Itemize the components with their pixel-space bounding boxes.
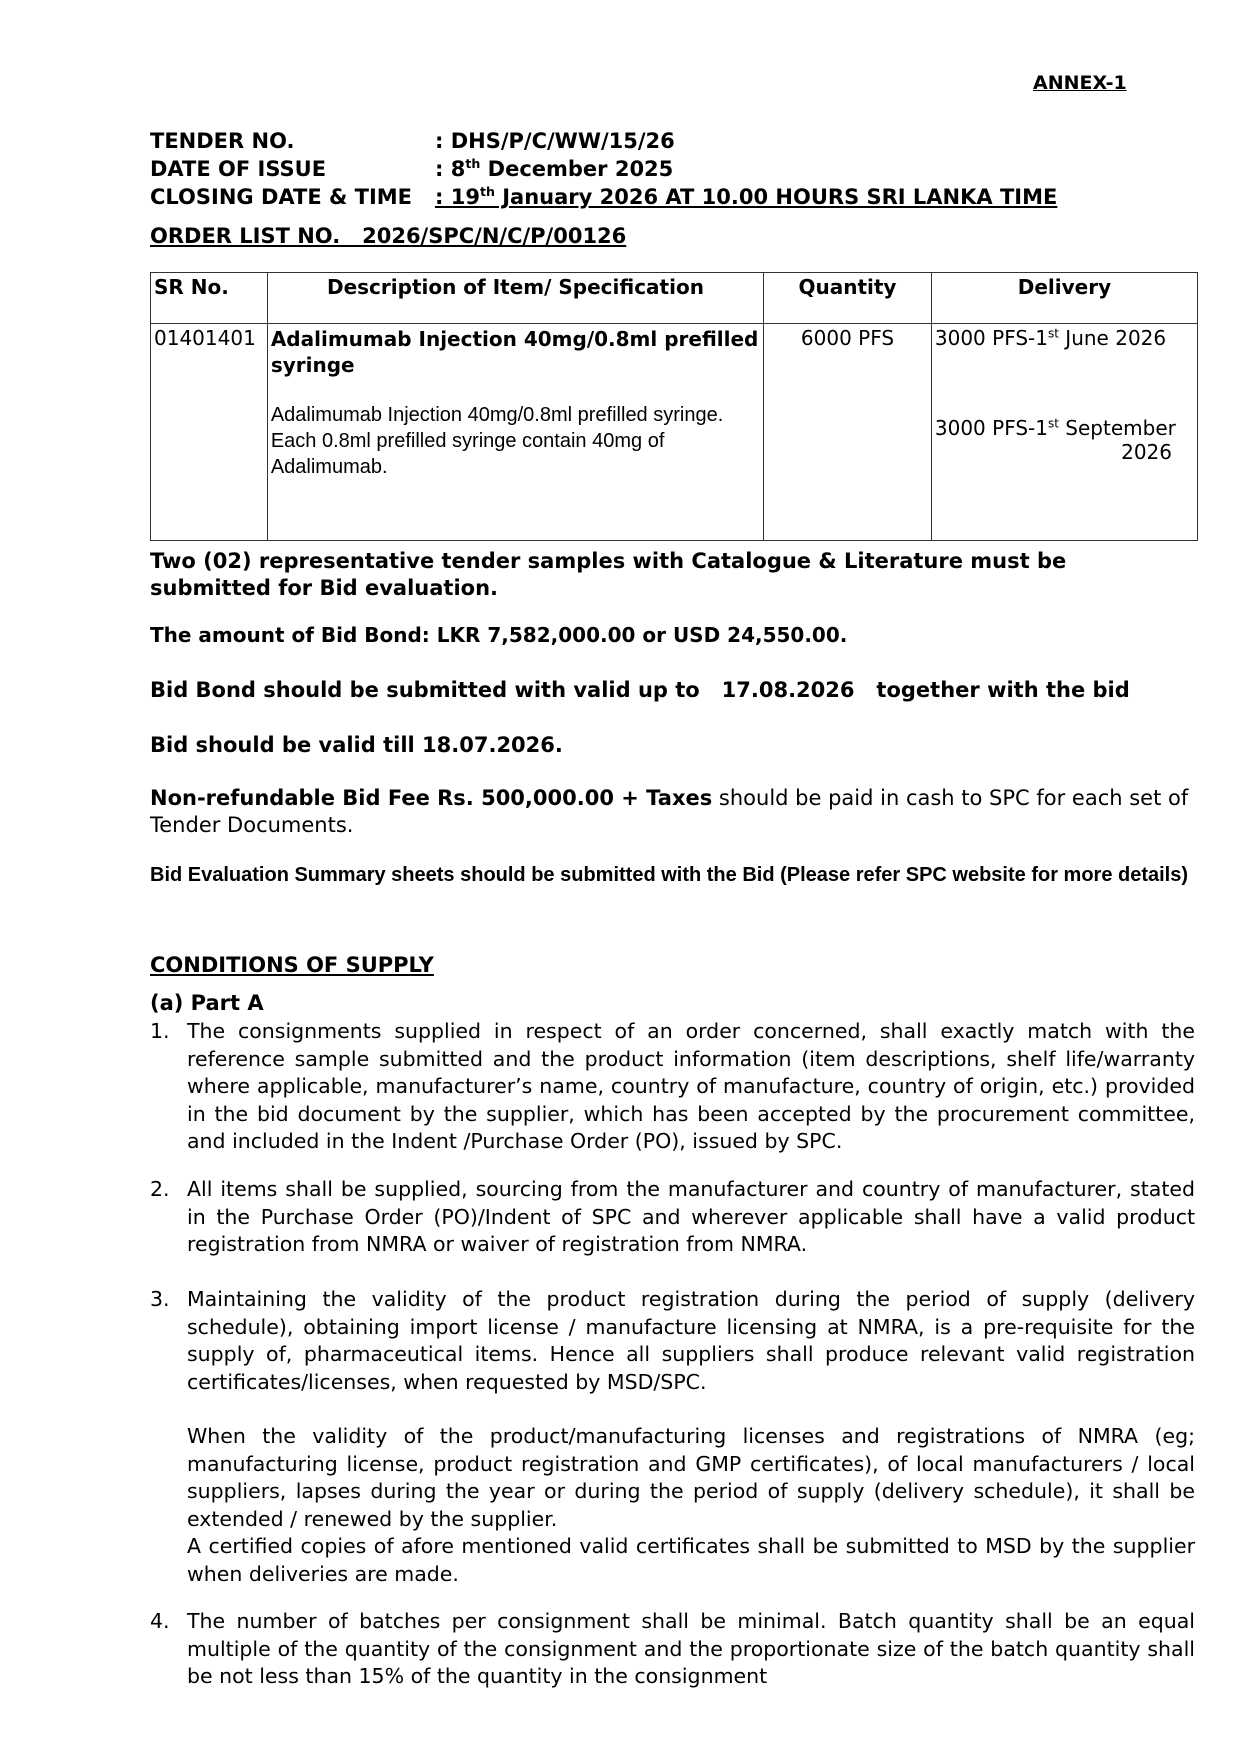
date-of-issue-row xyxy=(150,155,673,183)
date-of-issue-value xyxy=(435,157,673,181)
condition-text xyxy=(187,1286,1195,1588)
col-sr-no: SR No. xyxy=(151,273,268,324)
evaluation-summary-note: Bid Evaluation Summary sheets should be submitted with the Bid (Please refer SPC website for more details) xyxy=(150,864,1189,886)
condition-number: 3. xyxy=(150,1287,170,1311)
order-list-number: ORDER LIST NO. 2026/SPC/N/C/P/00126 xyxy=(150,224,627,248)
tender-no-label: TENDER NO. xyxy=(150,129,295,153)
table-row xyxy=(151,324,1198,541)
condition-item-1 xyxy=(150,1018,1195,1156)
samples-note: Two (02) representative tender samples with Catalogue & Literature must be submitted for Bid evaluation. xyxy=(150,549,1067,600)
closing-date-value xyxy=(435,185,1057,209)
closing-day: : 19 xyxy=(435,185,480,209)
condition-number: 4. xyxy=(150,1609,170,1633)
bid-validity: Bid should be valid till 18.07.2026. xyxy=(150,733,563,757)
condition-text: The number of batches per consignment shall be minimal. Batch quantity shall be an equal multiple of the quantity of the consignment and the proportionate size of the batch quantity shall be not less than 15% of the quantity in the consignment xyxy=(187,1609,1195,1688)
tender-no-row xyxy=(150,127,675,155)
delivery-2-year: 2026 xyxy=(1121,440,1172,464)
cell-delivery xyxy=(931,324,1197,541)
condition-number: 1. xyxy=(150,1019,170,1043)
item-spec-line-1: Adalimumab Injection 40mg/0.8ml prefilled syringe. xyxy=(270,404,724,426)
item-spec xyxy=(271,402,760,480)
bid-fee-note xyxy=(150,785,1190,839)
condition-paragraph: Maintaining the validity of the product registration during the period of supply (delivery schedule), obtaining import license / manufacture licensing at NMRA, is a pre-requisite for the supply of, pharmaceutical items. Hence all suppliers shall produce relevant valid registration certificates/licenses, when requested by MSD/SPC. xyxy=(187,1287,1195,1394)
delivery-schedule-2 xyxy=(935,416,1194,440)
closing-rest: January 2026 AT 10.00 HOURS SRI LANKA TIME xyxy=(494,185,1058,209)
issue-ordinal: th xyxy=(465,156,481,171)
bid-bond-validity: Bid Bond should be submitted with valid up to 17.08.2026 together with the bid xyxy=(150,678,1130,702)
col-quantity: Quantity xyxy=(764,273,932,324)
conditions-title: CONDITIONS OF SUPPLY xyxy=(150,953,434,977)
tender-no-value: : DHS/P/C/WW/15/26 xyxy=(435,129,675,153)
condition-text: The consignments supplied in respect of an order concerned, shall exactly match with the reference sample submitted and the product information (item descriptions, shelf life/warranty where applicable, manufacturer’s name, country of manufacture, country of origin, etc.) provided in the bid document by the supplier, which has been accepted by the procurement committee, and included in the Indent /Purchase Order (PO), issued by SPC. xyxy=(187,1019,1195,1153)
delivery-2-month: September xyxy=(1058,416,1176,440)
delivery-1-qty: 3000 PFS-1 xyxy=(934,326,1048,350)
closing-ordinal: th xyxy=(479,184,495,199)
issue-month-year: December 2025 xyxy=(480,157,674,181)
annex-label: ANNEX-1 xyxy=(1033,72,1127,94)
bid-bond-amount: The amount of Bid Bond: LKR 7,582,000.00 or USD 24,550.00. xyxy=(150,623,848,647)
closing-date-label: CLOSING DATE & TIME xyxy=(150,185,412,209)
bid-fee-instruction: should be paid in cash to SPC for each set of Tender Documents. xyxy=(150,786,1189,837)
cell-sr-no: 01401401 xyxy=(151,324,268,541)
delivery-2-qty: 3000 PFS-1 xyxy=(934,416,1048,440)
condition-paragraph: When the validity of the product/manufacturing licenses and registrations of NMRA (eg; manufacturing license, product registration and GMP certificates), of local manufacturers / local suppliers, lapses during the year or during the period of supply (delivery schedule), it shall be extended / renewed by the supplier. xyxy=(187,1424,1195,1531)
issue-day: : 8 xyxy=(435,157,466,181)
delivery-1-ordinal: st xyxy=(1047,326,1059,341)
items-table xyxy=(150,272,1198,541)
delivery-2-ordinal: st xyxy=(1047,416,1059,431)
col-delivery: Delivery xyxy=(931,273,1197,324)
part-a-heading: (a) Part A xyxy=(150,991,264,1015)
col-description: Description of Item/ Specification xyxy=(267,273,763,324)
condition-paragraph: A certified copies of afore mentioned valid certificates shall be submitted to MSD by the supplier when deliveries are made. xyxy=(187,1534,1195,1586)
condition-item-2 xyxy=(150,1176,1195,1259)
condition-item-3 xyxy=(150,1286,1195,1588)
condition-number: 2. xyxy=(150,1177,170,1201)
condition-item-4 xyxy=(150,1608,1195,1691)
delivery-schedule-1 xyxy=(935,326,1194,350)
item-spec-line-2: Each 0.8ml prefilled syringe contain 40mg of Adalimumab. xyxy=(270,430,665,478)
bid-fee-amount: Non-refundable Bid Fee Rs. 500,000.00 + Taxes xyxy=(150,786,713,810)
item-title: Adalimumab Injection 40mg/0.8ml prefilled syringe xyxy=(270,327,759,377)
delivery-1-date: June 2026 xyxy=(1058,326,1167,350)
cell-description xyxy=(267,324,763,541)
date-of-issue-label: DATE OF ISSUE xyxy=(150,157,327,181)
closing-date-row xyxy=(150,183,1057,211)
condition-text: All items shall be supplied, sourcing from the manufacturer and country of manufacturer, stated in the Purchase Order (PO)/Indent of SPC and wherever applicable shall have a valid product registration from NMRA or waiver of registration from NMRA. xyxy=(187,1177,1195,1256)
table-header-row xyxy=(151,273,1198,324)
cell-quantity: 6000 PFS xyxy=(764,324,932,541)
